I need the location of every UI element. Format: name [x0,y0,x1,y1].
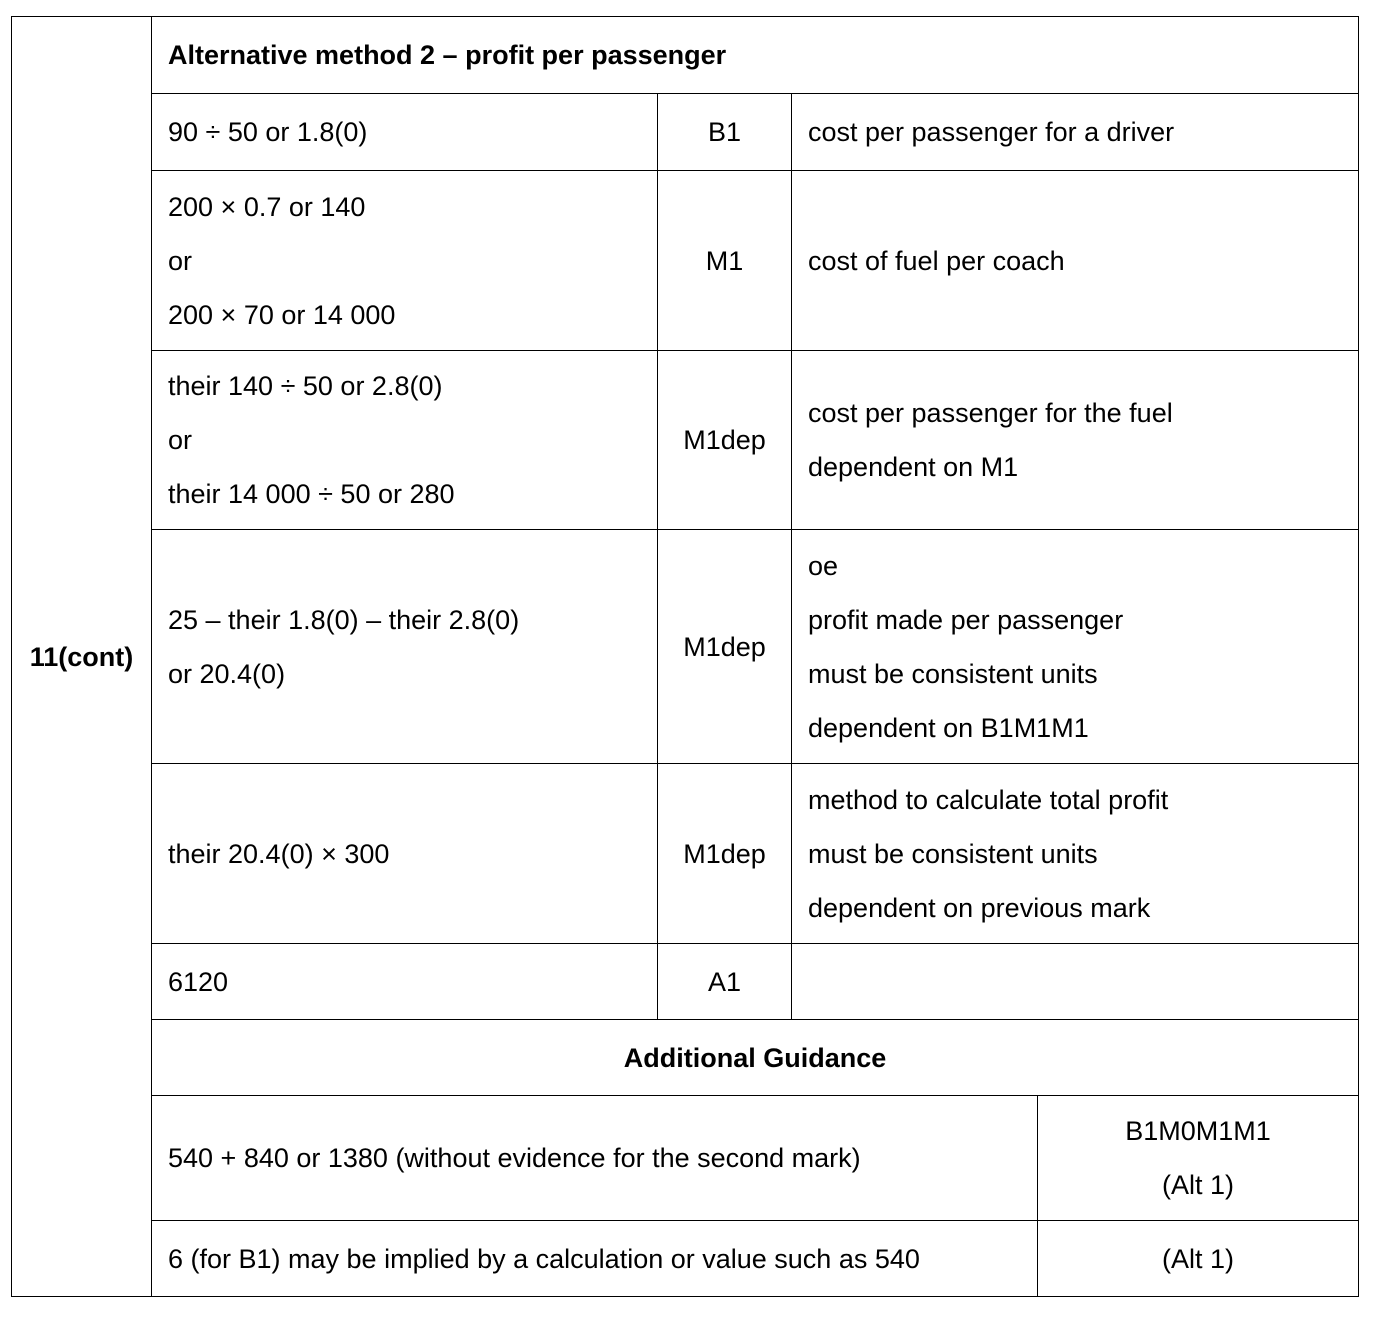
guidance-text: 540 + 840 or 1380 (without evidence for the second mark) [152,1096,1038,1221]
working-cell [152,944,658,1020]
comment-line: dependent on previous mark [808,892,1151,923]
table-row [12,530,1359,764]
working-cell [152,351,658,530]
working-line: or 20.4(0) [168,658,286,689]
working-cell [152,764,658,944]
mark-cell: M1dep [658,764,792,944]
mark-cell: M1dep [658,351,792,530]
comment-line: must be consistent units [808,658,1098,689]
guidance-heading: Additional Guidance [152,1020,1359,1096]
working-line: 90 ÷ 50 or 1.8(0) [168,117,368,147]
mark-cell: M1 [658,171,792,351]
comment-line: cost per passenger for a driver [808,117,1175,147]
guidance-mark-line: (Alt 1) [1162,1243,1235,1274]
working-cell [152,94,658,171]
comment-line: oe [808,550,839,581]
comments-cell [792,171,1359,351]
comments-cell [792,530,1359,764]
working-line: their 14 000 ÷ 50 or 280 [168,479,455,509]
table-row [12,764,1359,944]
comment-line: cost of fuel per coach [808,245,1065,276]
comment-line: profit made per passenger [808,604,1124,635]
table-row [12,944,1359,1020]
table-row [12,351,1359,530]
guidance-marks [1038,1221,1359,1297]
question-number: 11(cont) [12,17,152,1297]
mark-scheme-table [11,16,1359,1297]
comments-cell [792,94,1359,171]
mark-cell: A1 [658,944,792,1020]
table-row [12,171,1359,351]
working-line: 200 × 0.7 or 140 [168,191,366,222]
working-cell [152,530,658,764]
working-line: 200 × 70 or 14 000 [168,299,396,330]
working-line: their 20.4(0) × 300 [168,838,390,869]
working-line: their 140 ÷ 50 or 2.8(0) [168,371,443,401]
method-heading: Alternative method 2 – profit per passenger [152,17,1359,94]
mark-cell: M1dep [658,530,792,764]
guidance-mark-line: (Alt 1) [1162,1170,1235,1200]
comments-cell [792,351,1359,530]
comment-line: method to calculate total profit [808,784,1169,815]
working-cell [152,171,658,351]
working-line: 6120 [168,966,229,997]
mark-cell: B1 [658,94,792,171]
working-line: or [168,425,193,455]
working-line: or [168,245,193,276]
comment-line: dependent on M1 [808,452,1019,482]
table-row [12,1096,1359,1221]
working-line: 25 – their 1.8(0) – their 2.8(0) [168,604,520,635]
comment-line: must be consistent units [808,838,1098,869]
guidance-mark-line: B1M0M1M1 [1125,1116,1271,1146]
table-row [12,1221,1359,1297]
guidance-text: 6 (for B1) may be implied by a calculation or value such as 540 [152,1221,1038,1297]
table-row [12,94,1359,171]
comment-line: cost per passenger for the fuel [808,398,1173,428]
guidance-marks [1038,1096,1359,1221]
comments-cell [792,764,1359,944]
comment-line: dependent on B1M1M1 [808,712,1089,743]
comments-cell [792,944,1359,1020]
